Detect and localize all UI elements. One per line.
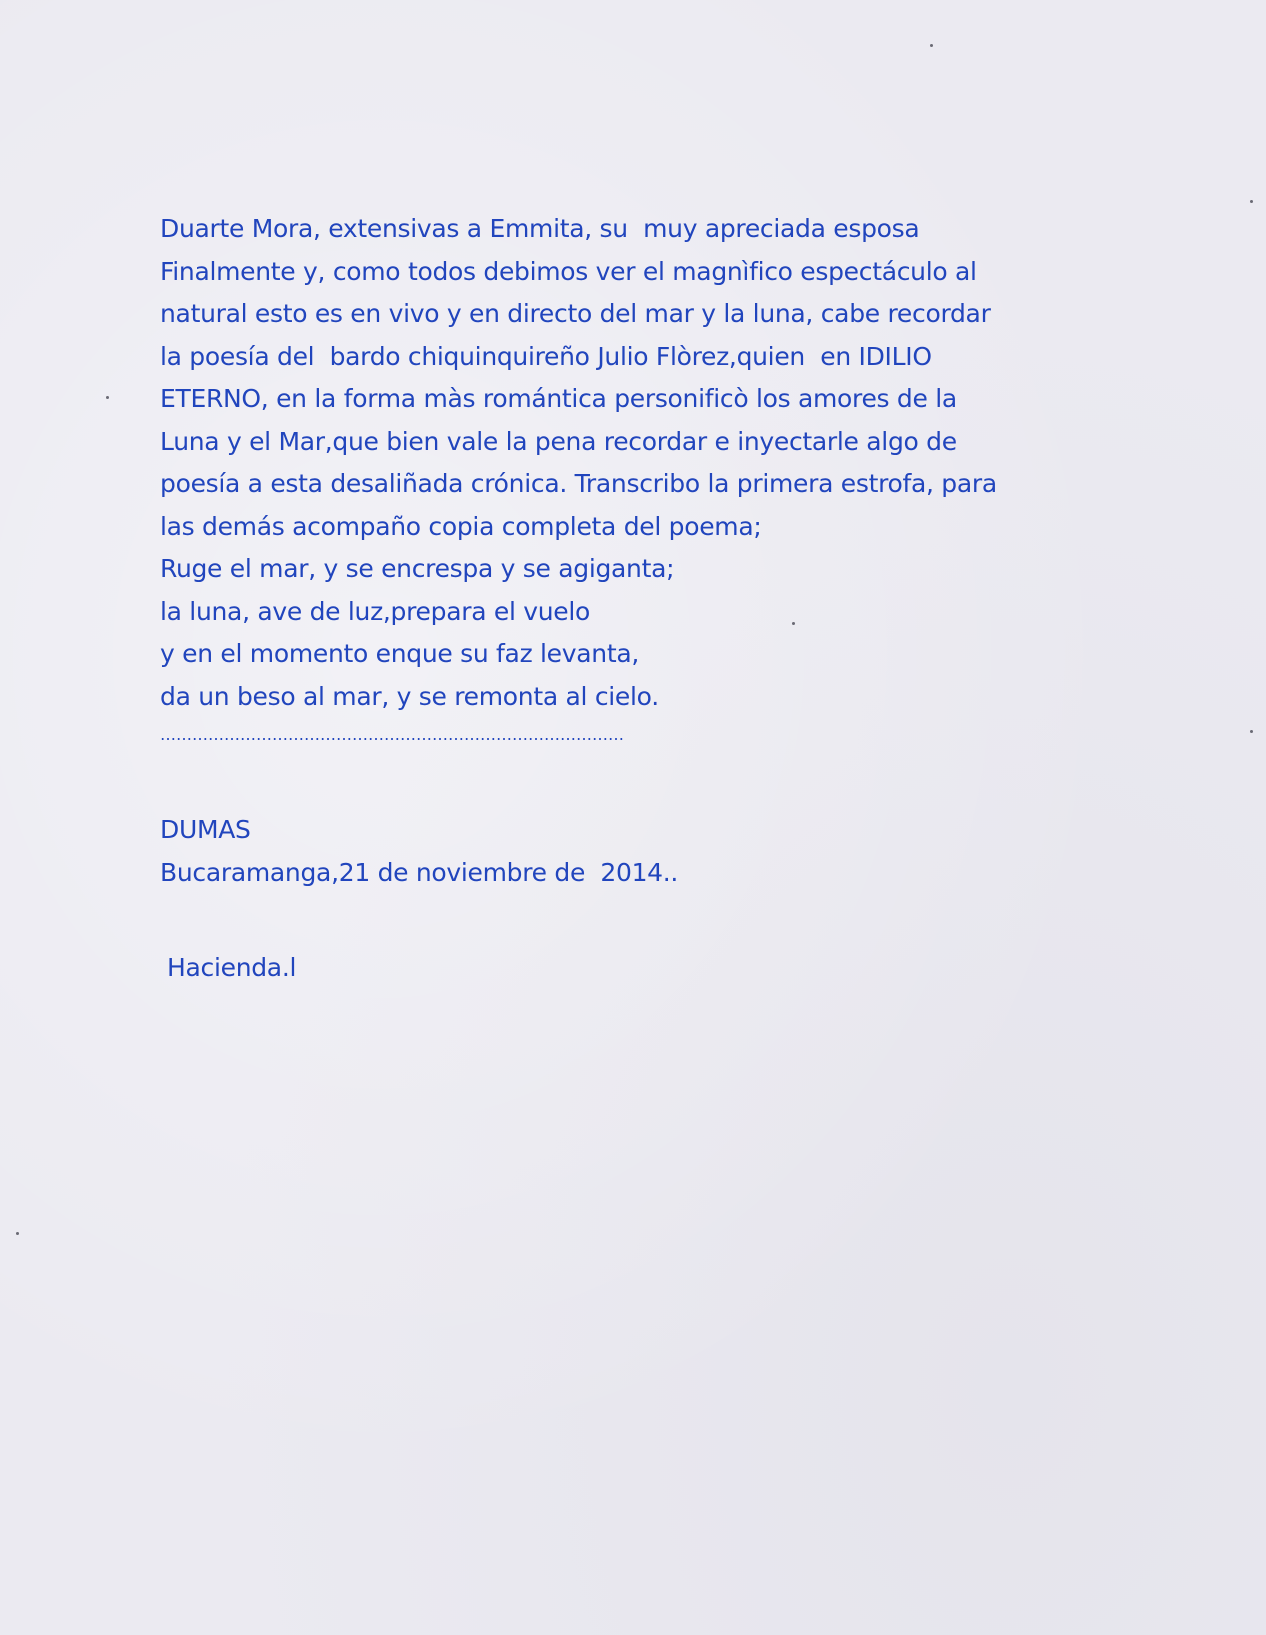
- letter-body: [160, 208, 1160, 761]
- footer-note: Hacienda.l: [167, 953, 297, 982]
- paper-speck: [930, 44, 933, 47]
- poem-line: Ruge el mar, y se encrespa y se agiganta;: [160, 554, 675, 583]
- author-name: DUMAS: [160, 815, 251, 844]
- place-date: Bucaramanga,21 de noviembre de 2014..: [160, 858, 679, 887]
- body-line: poesía a esta desaliñada crónica. Transcribo la primera estrofa, para: [160, 469, 997, 498]
- paper-speck: [1250, 200, 1253, 203]
- paper-speck: [792, 622, 795, 625]
- poem-line: la luna, ave de luz,prepara el vuelo: [160, 596, 591, 626]
- dotted-separator: ……………………………………………………………………………: [160, 725, 624, 744]
- body-line: natural esto es en vivo y en directo del mar y la luna, cabe recordar: [160, 299, 991, 328]
- poem-line: y en el momento enque su faz levanta,: [160, 639, 639, 668]
- poem-line: da un beso al mar, y se remonta al cielo.: [160, 681, 659, 711]
- body-line: la poesía del bardo chiquinquireño Julio Flòrez,quien en IDILIO: [160, 341, 932, 371]
- signature-block: [160, 808, 678, 894]
- paper-speck: [106, 396, 109, 399]
- body-line: Finalmente y, como todos debimos ver el magnìfico espectáculo al: [160, 256, 977, 286]
- body-line: Luna y el Mar,que bien vale la pena recordar e inyectarle algo de: [160, 426, 957, 456]
- body-line: ETERNO, en la forma màs romántica personificò los amores de la: [160, 384, 957, 413]
- paper-speck: [1250, 730, 1253, 733]
- body-line: Duarte Mora, extensivas a Emmita, su muy apreciada esposa: [160, 214, 920, 243]
- paper-speck: [16, 1232, 19, 1235]
- body-line: las demás acompaño copia completa del poema;: [160, 511, 762, 541]
